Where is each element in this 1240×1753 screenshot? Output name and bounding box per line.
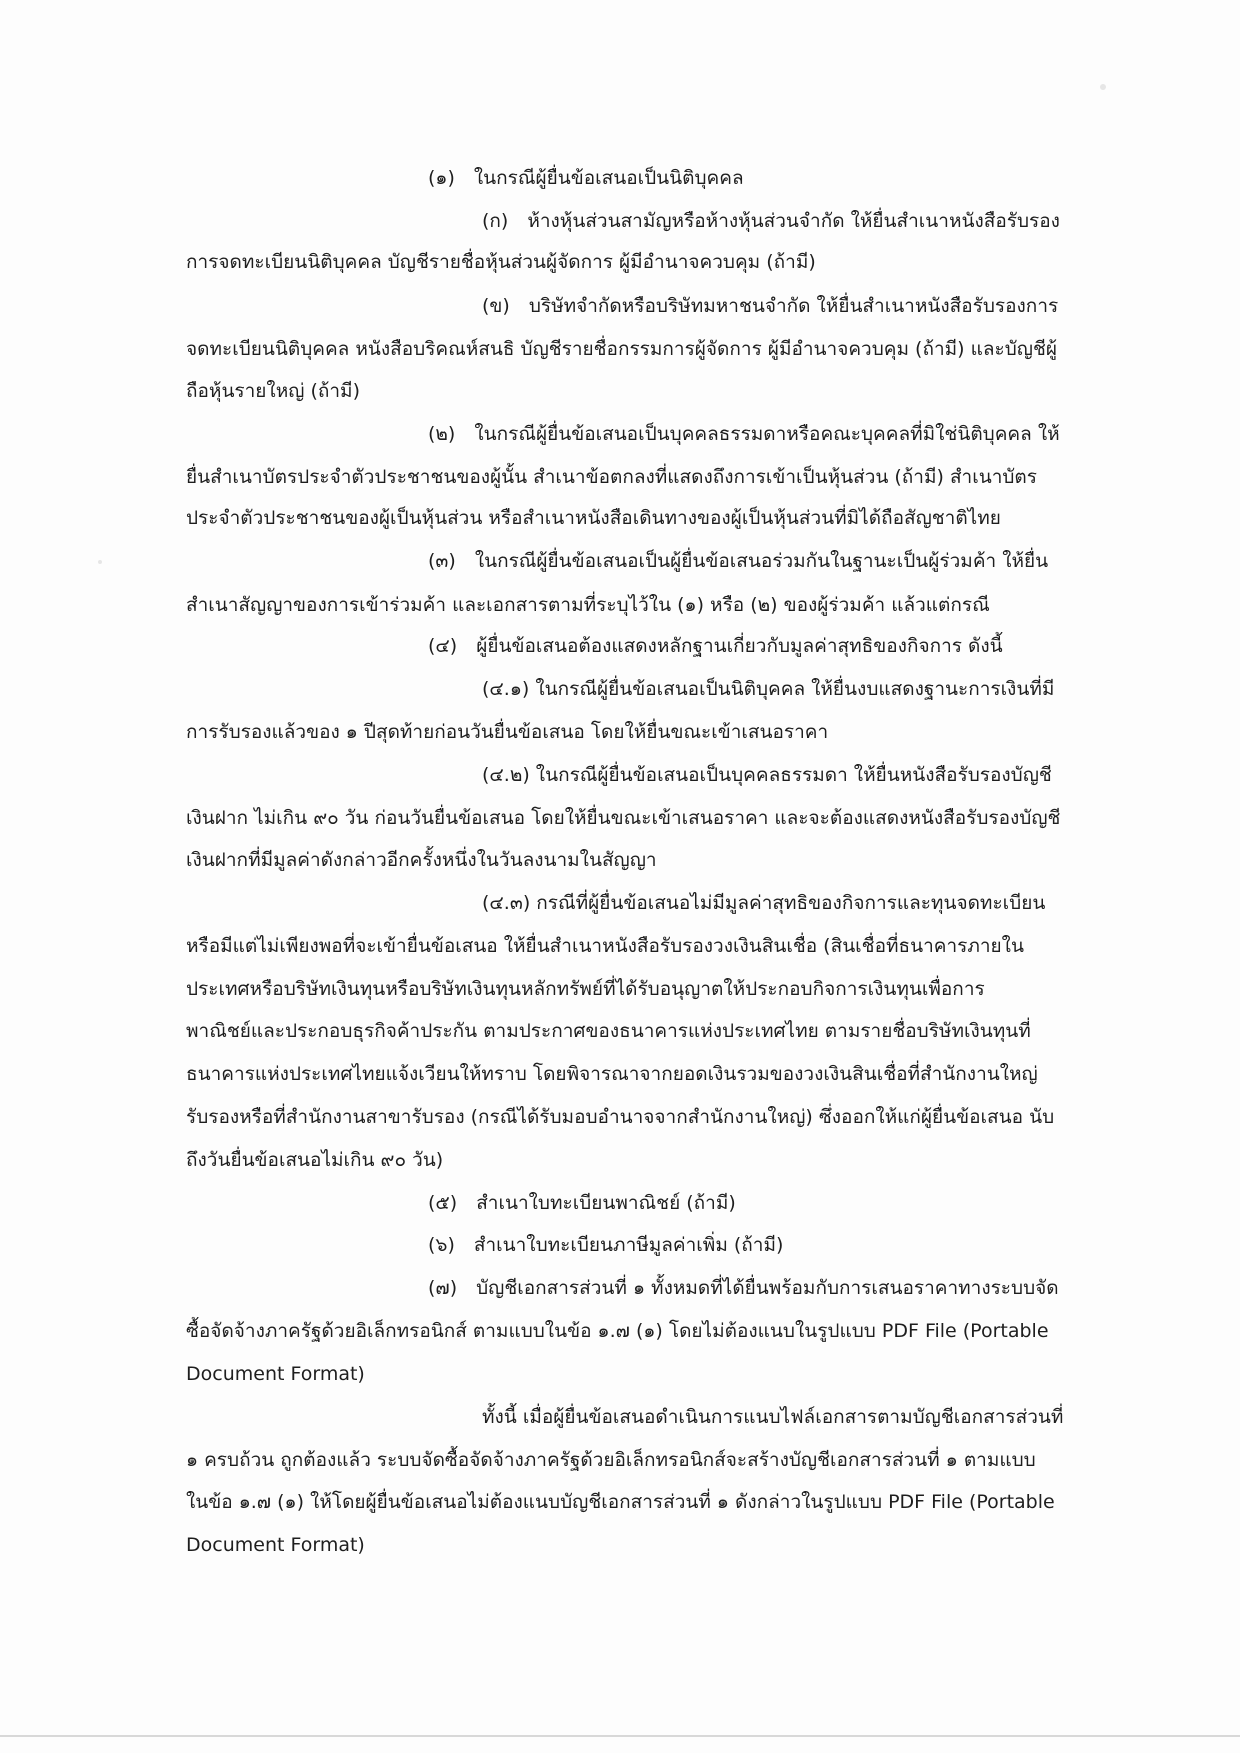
item-1b-continuation: ถือหุ้นรายใหญ่ (ถ้ามี) xyxy=(186,380,360,402)
scan-edge xyxy=(0,1735,1240,1737)
item-3-continuation: สำเนาสัญญาของการเข้าร่วมค้า และเอกสารตามที่ระบุไว้ใน (๑) หรือ (๒) ของผู้ร่วมค้า แล้วแต่กรณี xyxy=(186,594,990,616)
note-paragraph: ทั้งนี้ เมื่อผู้ยื่นข้อเสนอดำเนินการแนบไฟล์เอกสารตามบัญชีเอกสารส่วนที่ xyxy=(482,1406,1064,1428)
scan-speck xyxy=(98,560,102,564)
note-continuation: ในข้อ ๑.๗ (๑) ให้โดยผู้ยื่นข้อเสนอไม่ต้องแนบบัญชีเอกสารส่วนที่ ๑ ดังกล่าวในรูปแบบ PDF File (Portable xyxy=(186,1491,1055,1513)
item-4-1-continuation: การรับรองแล้วของ ๑ ปีสุดท้ายก่อนวันยื่นข้อเสนอ โดยให้ยื่นขณะเข้าเสนอราคา xyxy=(186,721,829,743)
item-4-3-continuation: หรือมีแต่ไม่เพียงพอที่จะเข้ายื่นข้อเสนอ ให้ยื่นสำเนาหนังสือรับรองวงเงินสินเชื่อ (สินเชื่อที่ธนาคารภายใน xyxy=(186,935,1024,957)
item-4-3-text: (๔.๓) กรณีที่ผู้ยื่นข้อเสนอไม่มีมูลค่าสุทธิของกิจการและทุนจดทะเบียน xyxy=(482,892,1046,914)
item-1b-continuation: จดทะเบียนนิติบุคคล หนังสือบริคณห์สนธิ บัญชีรายชื่อกรรมการผู้จัดการ ผู้มีอำนาจควบคุม (ถ้ามี) และบัญชีผู้ xyxy=(186,338,1057,360)
item-4-3-continuation: ประเทศหรือบริษัทเงินทุนหรือบริษัทเงินทุนหลักทรัพย์ที่ได้รับอนุญาตให้ประกอบกิจการเงินทุนเพื่อการ xyxy=(186,978,985,1000)
item-4-1-text: (๔.๑) ในกรณีผู้ยื่นข้อเสนอเป็นนิติบุคคล ให้ยื่นงบแสดงฐานะการเงินที่มี xyxy=(482,678,1055,700)
item-4-3-continuation: พาณิชย์และประกอบธุรกิจค้าประกัน ตามประกาศของธนาคารแห่งประเทศไทย ตามรายชื่อบริษัทเงินทุนที่ xyxy=(186,1020,1031,1042)
item-5-heading: (๕) สำเนาใบทะเบียนพาณิชย์ (ถ้ามี) xyxy=(428,1192,736,1214)
item-2-continuation: ยื่นสำเนาบัตรประจำตัวประชาชนของผู้นั้น สำเนาข้อตกลงที่แสดงถึงการเข้าเป็นหุ้นส่วน (ถ้ามี) สำเนาบัตร xyxy=(186,466,1037,488)
item-4-2-continuation: เงินฝากที่มีมูลค่าดังกล่าวอีกครั้งหนึ่งในวันลงนามในสัญญา xyxy=(186,849,657,871)
item-1a-text: (ก) ห้างหุ้นส่วนสามัญหรือห้างหุ้นส่วนจำกัด ให้ยื่นสำเนาหนังสือรับรอง xyxy=(482,210,1060,232)
item-6-heading: (๖) สำเนาใบทะเบียนภาษีมูลค่าเพิ่ม (ถ้ามี) xyxy=(428,1234,784,1256)
item-4-3-continuation: ธนาคารแห่งประเทศไทยแจ้งเวียนให้ทราบ โดยพิจารณาจากยอดเงินรวมของวงเงินสินเชื่อที่สำนักงานใหญ่ xyxy=(186,1063,1038,1085)
item-4-2-continuation: เงินฝาก ไม่เกิน ๙๐ วัน ก่อนวันยื่นข้อเสนอ โดยให้ยื่นขณะเข้าเสนอราคา และจะต้องแสดงหนังสือรับรองบัญชี xyxy=(186,807,1061,829)
item-4-3-continuation: ถึงวันยื่นข้อเสนอไม่เกิน ๙๐ วัน) xyxy=(186,1149,444,1171)
item-2-continuation: ประจำตัวประชาชนของผู้เป็นหุ้นส่วน หรือสำเนาหนังสือเดินทางของผู้เป็นหุ้นส่วนที่มิได้ถือสัญชาติไทย xyxy=(186,507,1001,529)
item-3-heading: (๓) ในกรณีผู้ยื่นข้อเสนอเป็นผู้ยื่นข้อเสนอร่วมกันในฐานะเป็นผู้ร่วมค้า ให้ยื่น xyxy=(428,550,1049,572)
item-4-heading: (๔) ผู้ยื่นข้อเสนอต้องแสดงหลักฐานเกี่ยวกับมูลค่าสุทธิของกิจการ ดังนี้ xyxy=(428,635,1003,657)
item-1b-text: (ข) บริษัทจำกัดหรือบริษัทมหาชนจำกัด ให้ยื่นสำเนาหนังสือรับรองการ xyxy=(482,295,1059,317)
item-7-heading: (๗) บัญชีเอกสารส่วนที่ ๑ ทั้งหมดที่ได้ยื่นพร้อมกับการเสนอราคาทางระบบจัด xyxy=(428,1277,1059,1299)
item-1-heading: (๑) ในกรณีผู้ยื่นข้อเสนอเป็นนิติบุคคล xyxy=(428,167,744,189)
note-continuation: ๑ ครบถ้วน ถูกต้องแล้ว ระบบจัดซื้อจัดจ้างภาครัฐด้วยอิเล็กทรอนิกส์จะสร้างบัญชีเอกสารส่วนที่ ๑ ตามแบบ xyxy=(186,1449,1036,1471)
note-continuation: Document Format) xyxy=(186,1534,365,1556)
item-7-continuation: ซื้อจัดจ้างภาครัฐด้วยอิเล็กทรอนิกส์ ตามแบบในข้อ ๑.๗ (๑) โดยไม่ต้องแนบในรูปแบบ PDF File (Portable xyxy=(186,1320,1049,1342)
scan-speck xyxy=(1100,84,1106,90)
item-7-continuation: Document Format) xyxy=(186,1363,365,1385)
item-4-3-continuation: รับรองหรือที่สำนักงานสาขารับรอง (กรณีได้รับมอบอำนาจจากสำนักงานใหญ่) ซึ่งออกให้แก่ผู้ยื่นข้อเสนอ นับ xyxy=(186,1106,1055,1128)
item-2-heading: (๒) ในกรณีผู้ยื่นข้อเสนอเป็นบุคคลธรรมดาหรือคณะบุคคลที่มิใช่นิติบุคคล ให้ xyxy=(428,423,1060,445)
item-4-2-text: (๔.๒) ในกรณีผู้ยื่นข้อเสนอเป็นบุคคลธรรมดา ให้ยื่นหนังสือรับรองบัญชี xyxy=(482,764,1052,786)
item-1a-continuation: การจดทะเบียนนิติบุคคล บัญชีรายชื่อหุ้นส่วนผู้จัดการ ผู้มีอำนาจควบคุม (ถ้ามี) xyxy=(186,251,816,273)
